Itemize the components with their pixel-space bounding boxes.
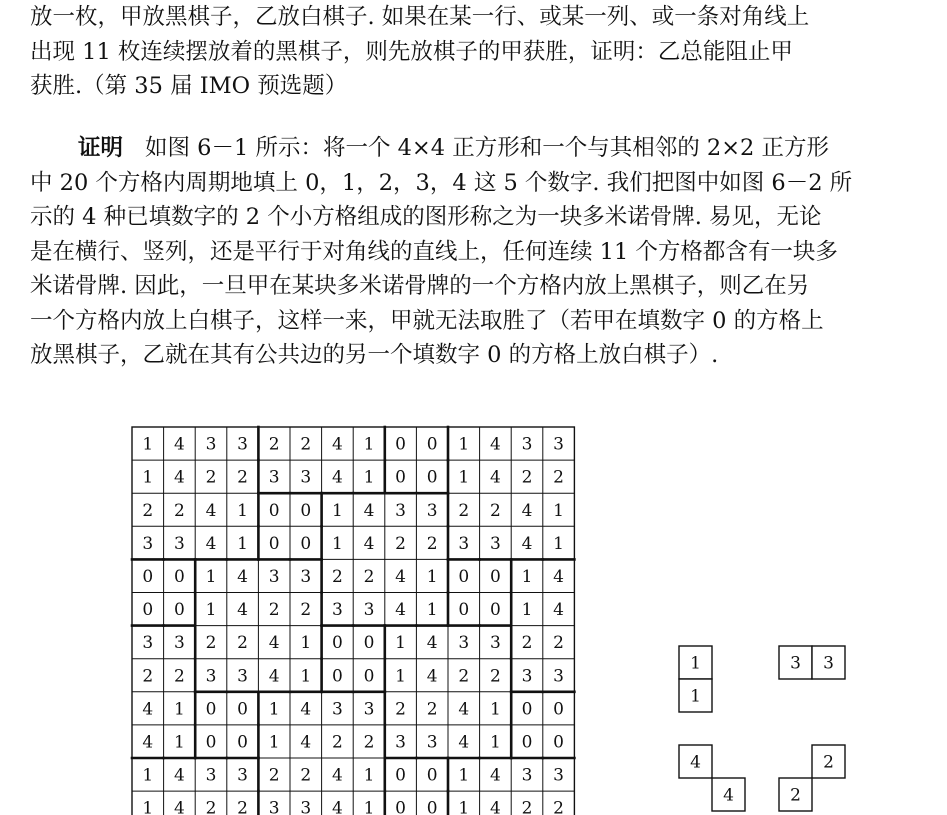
grid-cell-number: 4 <box>205 533 217 554</box>
grid-cell-number: 2 <box>331 732 343 753</box>
grid-cell-number: 0 <box>521 699 533 720</box>
grid-cell-number: 3 <box>205 434 217 455</box>
proof-line-1-text: 如图 6－1 所示：将一个 4×4 正方形和一个与其相邻的 2×2 正方形 <box>145 135 830 161</box>
grid-cell-number: 1 <box>553 533 565 554</box>
grid-cell-number: 2 <box>142 666 154 687</box>
grid-cell-number: 4 <box>331 765 343 786</box>
grid-cell-number: 2 <box>553 467 565 488</box>
grid-cell-number: 2 <box>173 500 185 521</box>
grid-cell-number: 1 <box>363 434 375 455</box>
domino-cell-number: 2 <box>790 785 801 806</box>
grid-cell-number: 3 <box>426 500 438 521</box>
proof-line-6: 一个方格内放上白棋子，这样一来，甲就无法取胜了（若甲在填数字 0 的方格上 <box>30 307 824 334</box>
grid-cell-number: 4 <box>521 500 533 521</box>
grid-cell-number: 4 <box>553 600 565 621</box>
grid-cell-number: 4 <box>395 600 407 621</box>
grid-cell-number: 3 <box>521 434 533 455</box>
grid-cell-number: 1 <box>173 699 185 720</box>
grid-cell-number: 0 <box>426 467 438 488</box>
grid-cell-number: 0 <box>173 600 185 621</box>
grid-cell-number: 3 <box>553 765 565 786</box>
grid-cell-number: 1 <box>553 500 565 521</box>
grid-cell-number: 2 <box>237 798 249 815</box>
grid-cell-number: 4 <box>237 600 249 621</box>
grid-cell-number: 0 <box>489 566 501 587</box>
grid-cell-number: 2 <box>426 699 438 720</box>
domino-antidiagonal-2-2 <box>779 745 845 811</box>
grid-cell-number: 1 <box>521 566 533 587</box>
grid-cell-number: 3 <box>237 765 249 786</box>
grid-cell-number: 4 <box>458 699 470 720</box>
grid-cell-number: 4 <box>142 732 154 753</box>
grid-cell-number: 3 <box>331 600 343 621</box>
grid-cell-number: 0 <box>363 666 375 687</box>
grid-cell-number: 4 <box>458 732 470 753</box>
grid-cell-number: 1 <box>363 765 375 786</box>
grid-cell-number: 0 <box>395 798 407 815</box>
grid-cell-number: 1 <box>395 633 407 654</box>
grid-cell-number: 3 <box>300 798 312 815</box>
grid-cell-number: 3 <box>173 533 185 554</box>
grid-cell-number: 2 <box>363 732 375 753</box>
grid-cell-number: 2 <box>205 633 217 654</box>
grid-cell-number: 2 <box>489 666 501 687</box>
grid-cell-number: 2 <box>521 633 533 654</box>
grid-cell-number: 4 <box>173 798 185 815</box>
grid-cell-number: 0 <box>395 765 407 786</box>
grid-cell-number: 0 <box>395 467 407 488</box>
grid-cell-number: 4 <box>489 467 501 488</box>
grid-cell-number: 4 <box>205 500 217 521</box>
grid-cell-number: 0 <box>300 500 312 521</box>
domino-cell-number: 2 <box>823 752 834 773</box>
proof-line-5: 米诺骨牌. 因此，一旦甲在某块多米诺骨牌的一个方格内放上黑棋子，则乙在另 <box>30 273 810 299</box>
proof-line-2: 中 20 个方格内周期地填上 0，1，2，3，4 这 5 个数字. 我们把图中如图 6－2 所 <box>30 169 853 196</box>
grid-cell-number: 2 <box>205 798 217 815</box>
domino-vertical-1-1 <box>679 646 712 712</box>
domino-cell-number: 3 <box>790 653 801 674</box>
domino-cell-number: 1 <box>690 686 701 707</box>
grid-cell-number: 2 <box>363 566 375 587</box>
grid-cell-number: 2 <box>268 765 280 786</box>
grid-cell-number: 0 <box>237 732 249 753</box>
grid-cell-number: 2 <box>268 600 280 621</box>
grid-cell-number: 1 <box>142 434 154 455</box>
grid-cell-number: 3 <box>489 633 501 654</box>
grid-cell-number: 1 <box>300 633 312 654</box>
grid-cell-number: 0 <box>553 732 565 753</box>
grid-cell-number: 1 <box>142 467 154 488</box>
grid-cell-number: 3 <box>142 633 154 654</box>
grid-cell-number: 1 <box>331 533 343 554</box>
grid-cell-number: 1 <box>173 732 185 753</box>
problem-line-1: 放一枚，甲放黑棋子，乙放白棋子. 如果在某一行、或某一列、或一条对角线上 <box>30 4 810 30</box>
grid-cell-number: 3 <box>395 500 407 521</box>
grid-cell-number: 3 <box>300 566 312 587</box>
grid-cell-number: 1 <box>268 732 280 753</box>
grid-cell-number: 3 <box>458 633 470 654</box>
grid-cell-number: 0 <box>268 500 280 521</box>
grid-cell-number: 2 <box>237 467 249 488</box>
grid-cell-number: 4 <box>521 533 533 554</box>
grid-cell-number: 4 <box>363 533 375 554</box>
grid-cell-number: 1 <box>237 500 249 521</box>
grid-cell-number: 2 <box>458 666 470 687</box>
grid-cell-number: 2 <box>237 633 249 654</box>
grid-cell-number: 4 <box>395 566 407 587</box>
grid-cell-number: 0 <box>458 600 470 621</box>
grid-cell-number: 3 <box>268 467 280 488</box>
grid-cell-number: 1 <box>331 500 343 521</box>
grid-cell-number: 1 <box>300 666 312 687</box>
grid-cell-number: 1 <box>142 798 154 815</box>
domino-cell-number: 3 <box>823 653 834 674</box>
grid-cell-number: 3 <box>521 765 533 786</box>
grid-cell-number: 1 <box>426 566 438 587</box>
grid-cell-number: 0 <box>426 434 438 455</box>
proof-line-4: 是在横行、竖列，还是平行于对角线的直线上，任何连续 11 个方格都含有一块多 <box>30 238 838 265</box>
grid-cell-number: 0 <box>363 633 375 654</box>
grid-cell-number: 0 <box>205 699 217 720</box>
grid-cell-number: 2 <box>395 533 407 554</box>
grid-cell-number: 2 <box>300 434 312 455</box>
grid-cell-number: 3 <box>363 699 375 720</box>
domino-cell-number: 4 <box>690 752 701 773</box>
proof-line-3: 示的 4 种已填数字的 2 个小方格组成的图形称之为一块多米诺骨牌. 易见，无论 <box>30 204 822 230</box>
domino-cell-number: 4 <box>723 785 734 806</box>
grid-cell-number: 4 <box>268 666 280 687</box>
grid-cell-number: 1 <box>489 732 501 753</box>
grid-cell-number: 2 <box>300 600 312 621</box>
grid-cell-number: 1 <box>426 600 438 621</box>
grid-cell-number: 3 <box>300 467 312 488</box>
grid-cell-number: 0 <box>300 533 312 554</box>
grid-cell-number: 4 <box>268 633 280 654</box>
grid-cell-number: 4 <box>142 699 154 720</box>
grid-cell-number: 2 <box>521 467 533 488</box>
grid-cell-number: 3 <box>205 666 217 687</box>
grid-cell-number: 3 <box>268 798 280 815</box>
grid-cell-number: 1 <box>237 533 249 554</box>
grid-cell-number: 0 <box>331 633 343 654</box>
grid-cell-number: 3 <box>268 566 280 587</box>
grid-cell-number: 2 <box>489 500 501 521</box>
grid-cell-number: 3 <box>237 434 249 455</box>
grid-cell-number: 2 <box>268 434 280 455</box>
grid-cell-number: 1 <box>268 699 280 720</box>
grid-cell-number: 1 <box>458 798 470 815</box>
grid-cell-number: 2 <box>205 467 217 488</box>
grid-cell-number: 1 <box>205 600 217 621</box>
grid-cell-number: 1 <box>458 467 470 488</box>
grid-cell-number: 3 <box>205 765 217 786</box>
domino-cell-number: 1 <box>690 653 701 674</box>
grid-cell-number: 4 <box>237 566 249 587</box>
grid-cell-number: 4 <box>173 765 185 786</box>
grid-cell-number: 0 <box>142 600 154 621</box>
grid-cell-number: 4 <box>489 798 501 815</box>
grid-cell-number: 2 <box>331 566 343 587</box>
domino-horizontal-3-3 <box>779 646 845 679</box>
figure-6-1-grid <box>132 427 574 815</box>
grid-cell-number: 4 <box>331 798 343 815</box>
grid-cell-number: 4 <box>300 699 312 720</box>
grid-cell-number: 4 <box>489 434 501 455</box>
grid-cell-number: 2 <box>553 633 565 654</box>
grid-cell-number: 0 <box>458 566 470 587</box>
grid-cell-number: 1 <box>521 600 533 621</box>
grid-cell-number: 3 <box>521 666 533 687</box>
grid-cell-number: 2 <box>521 798 533 815</box>
grid-cell-number: 4 <box>300 732 312 753</box>
grid-cell-number: 4 <box>426 633 438 654</box>
grid-cell-number: 0 <box>237 699 249 720</box>
grid-cell-number: 4 <box>363 500 375 521</box>
grid-cell-number: 4 <box>489 765 501 786</box>
grid-cell-number: 1 <box>489 699 501 720</box>
grid-cell-number: 2 <box>173 666 185 687</box>
grid-cell-number: 2 <box>395 699 407 720</box>
figure-6-2-dominoes <box>679 646 845 811</box>
grid-cell-number: 0 <box>173 566 185 587</box>
grid-cell-number: 3 <box>489 533 501 554</box>
grid-cell-number: 3 <box>331 699 343 720</box>
grid-cell-number: 3 <box>553 666 565 687</box>
grid-cell-number: 4 <box>331 467 343 488</box>
problem-line-3: 获胜.（第 35 届 IMO 预选题） <box>30 73 348 99</box>
grid-cell-number: 4 <box>173 434 185 455</box>
grid-cell-number: 2 <box>142 500 154 521</box>
grid-cell-number: 0 <box>426 798 438 815</box>
grid-cell-number: 3 <box>458 533 470 554</box>
grid-cell-number: 0 <box>395 434 407 455</box>
grid-cell-number: 3 <box>426 732 438 753</box>
grid-cell-number: 0 <box>553 699 565 720</box>
grid-cell-number: 0 <box>521 732 533 753</box>
grid-cell-number: 2 <box>426 533 438 554</box>
grid-cell-number: 0 <box>489 600 501 621</box>
grid-cell-number: 0 <box>331 666 343 687</box>
grid-cell-number: 3 <box>142 533 154 554</box>
grid-cell-number: 1 <box>363 798 375 815</box>
grid-cell-number: 0 <box>142 566 154 587</box>
grid-cell-number: 0 <box>205 732 217 753</box>
grid-cell-number: 3 <box>237 666 249 687</box>
grid-cell-number: 4 <box>331 434 343 455</box>
grid-cell-number: 1 <box>205 566 217 587</box>
grid-cell-number: 0 <box>426 765 438 786</box>
grid-cell-number: 2 <box>300 765 312 786</box>
proof-label: 证明 <box>78 135 124 161</box>
grid-cell-number: 1 <box>142 765 154 786</box>
grid-cell-number: 2 <box>458 500 470 521</box>
problem-line-2: 出现 11 枚连续摆放着的黑棋子，则先放棋子的甲获胜，证明：乙总能阻止甲 <box>30 38 793 65</box>
grid-cell-number: 1 <box>363 467 375 488</box>
grid-cell-number: 3 <box>395 732 407 753</box>
grid-cell-number: 2 <box>553 798 565 815</box>
grid-cell-number: 4 <box>173 467 185 488</box>
domino-diagonal-4-4 <box>679 745 745 811</box>
grid-cell-number: 1 <box>458 765 470 786</box>
proof-line-7: 放黑棋子，乙就在其有公共边的另一个填数字 0 的方格上放白棋子）. <box>30 342 719 368</box>
grid-cell-number: 4 <box>553 566 565 587</box>
grid-cell-number: 1 <box>395 666 407 687</box>
grid-cell-number: 1 <box>458 434 470 455</box>
grid-cell-number: 3 <box>363 600 375 621</box>
grid-cell-number: 4 <box>426 666 438 687</box>
grid-cell-number: 3 <box>553 434 565 455</box>
grid-cell-number: 3 <box>173 633 185 654</box>
grid-cell-number: 0 <box>268 533 280 554</box>
